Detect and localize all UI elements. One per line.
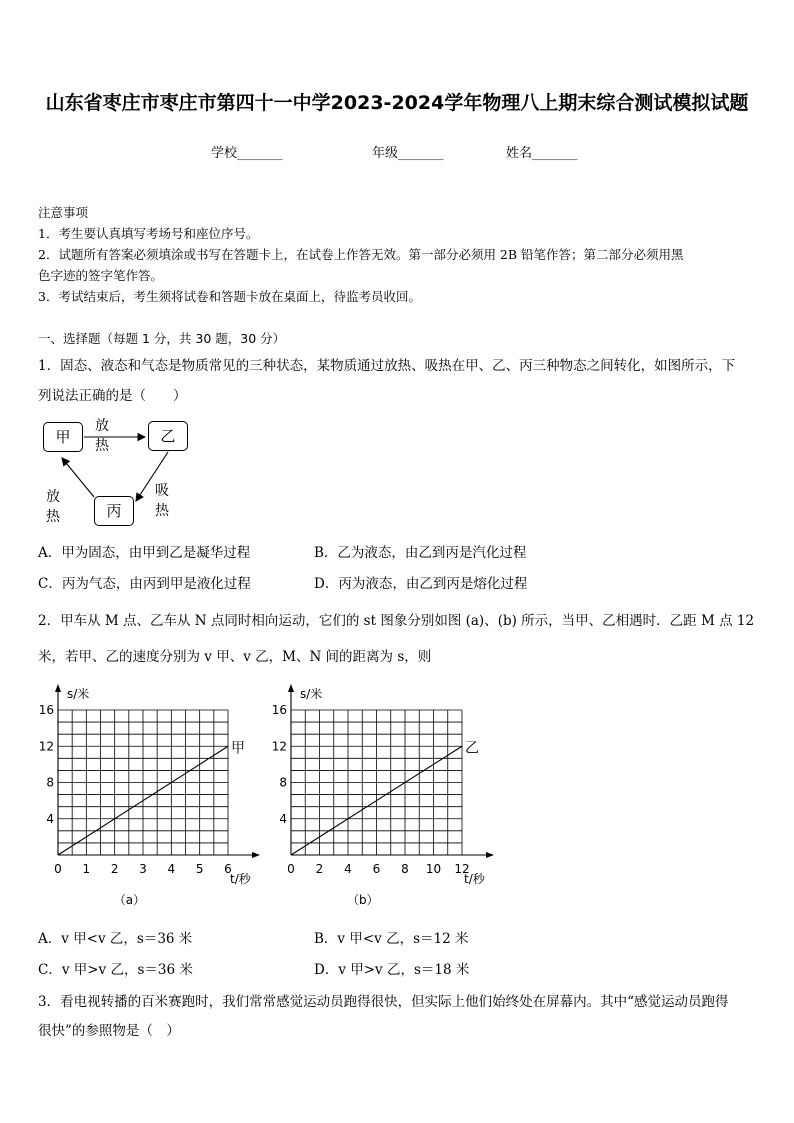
grade-field: 年级_______ xyxy=(372,146,444,161)
chart-a-y-tick-label: 16 xyxy=(38,703,54,717)
chart-a-y-tick-label: 12 xyxy=(38,739,54,754)
chart-b-x-tick-label: 2 xyxy=(315,862,324,876)
chart-b-series-label: 乙 xyxy=(465,740,479,757)
chart-a-series-label: 甲 xyxy=(231,740,245,757)
notice-item-2: 2．试题所有答案必须填涂或书写在答题卡上，在试卷上作答无效。第一部分必须用 2B 铅笔作答；第二部分必须用黑 xyxy=(38,247,684,262)
chart-a-x-tick-label: 5 xyxy=(195,862,204,876)
page-title: 山东省枣庄市枣庄市第四十一中学2023-2024学年物理八上期末综合测试模拟试题 xyxy=(45,92,749,114)
q1-option-b: B．乙为液态，由乙到丙是汽化过程 xyxy=(314,545,527,561)
chart-a-y-tick-label: 4 xyxy=(46,811,54,826)
chart-b-x-tick-label: 6 xyxy=(372,862,381,876)
label-xire: 吸热 xyxy=(155,483,169,519)
q1-option-a: A．甲为固态，由甲到乙是凝华过程 xyxy=(38,545,251,561)
q2-option-b: B．v 甲<v 乙，s＝12 米 xyxy=(314,931,469,947)
chart-b-y-label: s/米 xyxy=(300,687,323,701)
label-fangre-top: 放热 xyxy=(95,418,109,454)
chart-a-x-label: t/秒 xyxy=(230,872,251,886)
q2-stem-line2: 米，若甲、乙的速度分别为 v 甲、v 乙，M、N 间的距离为 s，则 xyxy=(38,649,432,665)
notice-item-1: 1．考生要认真填写考场号和座位序号。 xyxy=(38,226,259,241)
chart-b-caption: （b） xyxy=(347,893,379,907)
chart-b-x-label: t/秒 xyxy=(464,872,485,886)
q1-stem-line1: 1．固态、液态和气态是物质常见的三种状态，某物质通过放热、吸热在甲、乙、丙三种物态之间转化，如图所示，下 xyxy=(38,358,736,374)
q3-stem-line1: 3．看电视转播的百米赛跑时，我们常常感觉运动员跑得很快，但实际上他们始终处在屏幕内。其中“感觉运动员跑得 xyxy=(38,994,729,1010)
chart-a-y-tick-label: 8 xyxy=(46,775,54,790)
chart-b-x-tick-label: 8 xyxy=(401,862,409,876)
chart-b-x-tick-label: 0 xyxy=(287,862,295,876)
chart-a-caption: （a） xyxy=(113,893,146,907)
name-field: 姓名_______ xyxy=(506,146,578,161)
chart-b-x-tick-label: 12 xyxy=(454,862,470,876)
chart-a-x-tick-label: 2 xyxy=(110,862,119,876)
label-fangre-left: 放热 xyxy=(46,489,60,525)
q2-option-d: D．v 甲>v 乙，s＝18 米 xyxy=(314,962,470,978)
chart-b-x-tick-label: 10 xyxy=(425,862,442,876)
q2-option-c: C．v 甲>v 乙，s＝36 米 xyxy=(38,962,193,978)
chart-a-x-tick-label: 3 xyxy=(139,862,147,876)
q2-option-a: A．v 甲<v 乙，s＝36 米 xyxy=(38,931,193,947)
notice-item-2-cont: 色字迹的签字笔作答。 xyxy=(38,268,164,283)
section-heading: 一、选择题（每题 1 分，共 30 题，30 分） xyxy=(38,331,286,346)
chart-b-y-axis-arrow xyxy=(288,684,294,692)
chart-b-y-tick-label: 16 xyxy=(271,703,287,717)
chart-b-x-tick-label: 4 xyxy=(344,862,352,876)
chart-a-y-label: s/米 xyxy=(67,687,90,701)
q3-stem-line2: 很快”的参照物是（ ） xyxy=(38,1023,180,1039)
q1-stem-line2: 列说法正确的是（ ） xyxy=(38,388,187,404)
chart-a-x-tick-label: 1 xyxy=(82,862,91,876)
state-box-bing: 丙 xyxy=(94,496,134,526)
chart-b-y-tick-label: 12 xyxy=(271,739,287,754)
chart-b-x-axis-arrow xyxy=(486,852,494,858)
state-box-yi: 乙 xyxy=(148,421,188,451)
q2-stem-line1: 2．甲车从 M 点、乙车从 N 点同时相向运动，它们的 st 图象分别如图 (a)、(b) 所示，当甲、乙相遇时．乙距 M 点 12 xyxy=(38,613,755,629)
chart-a-x-tick-label: 0 xyxy=(54,862,62,876)
school-field: 学校_______ xyxy=(211,146,283,161)
state-box-jia: 甲 xyxy=(43,422,83,452)
q1-option-c: C．丙为气态，由丙到甲是液化过程 xyxy=(38,576,251,592)
chart-b-y-tick-label: 4 xyxy=(279,811,287,826)
q1-option-d: D．丙为液态，由乙到丙是熔化过程 xyxy=(314,576,528,592)
chart-a-x-tick-label: 6 xyxy=(224,862,232,876)
chart-a-x-tick-label: 4 xyxy=(167,862,176,876)
chart-b-y-tick-label: 8 xyxy=(279,775,287,790)
notice-heading: 注意事项 xyxy=(38,205,89,220)
notice-item-3: 3．考试结束后，考生须将试卷和答题卡放在桌面上，待监考员收回。 xyxy=(38,289,421,304)
